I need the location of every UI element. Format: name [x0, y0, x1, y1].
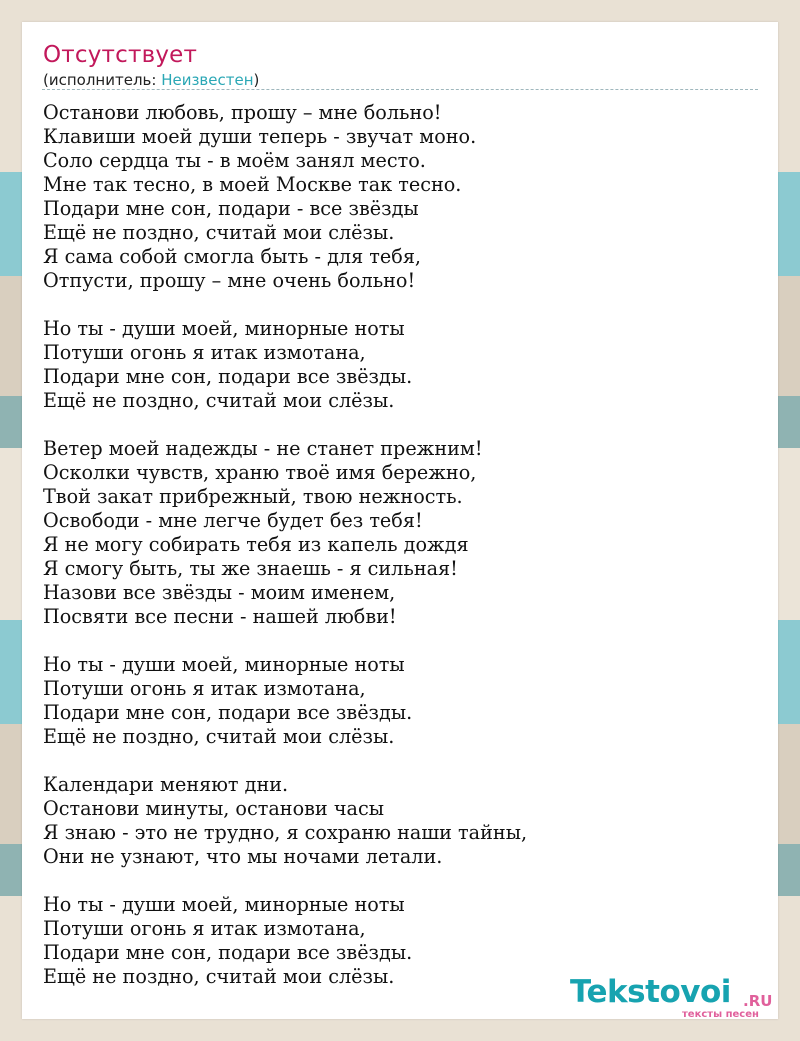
lyric-line: Освободи - мне легче будет без тебя!: [43, 509, 423, 532]
song-title: Отсутствует: [43, 42, 198, 68]
lyric-line: Я знаю - это не трудно, я сохраню наши тайны,: [43, 821, 528, 844]
lyric-line: Ещё не поздно, считай мои слёзы.: [43, 965, 395, 988]
lyric-line: Я сама собой смогла быть - для тебя,: [43, 245, 422, 268]
stanza-gap: [43, 749, 527, 773]
stanza-gap: [43, 413, 527, 437]
lyric-line: Подари мне сон, подари все звёзды.: [43, 365, 413, 388]
lyric-line: Останови любовь, прошу – мне больно!: [43, 101, 442, 124]
lyric-line: Подари мне сон, подари все звёзды.: [43, 701, 413, 724]
lyric-line: Ещё не поздно, считай мои слёзы.: [43, 389, 395, 412]
lyric-line: Подари мне сон, подари - все звёзды: [43, 197, 419, 220]
lyric-line: Я смогу быть, ты же знаешь - я сильная!: [43, 557, 458, 580]
logo-wordmark: Tekstovoi: [570, 974, 731, 1010]
lyric-line: Я не могу собирать тебя из капель дождя: [43, 533, 469, 556]
artist-line: [43, 71, 259, 89]
lyric-line: Потуши огонь я итак измотана,: [43, 341, 366, 364]
lyric-line: Они не узнают, что мы ночами летали.: [43, 845, 443, 868]
artist-link[interactable]: Неизвестен: [161, 71, 254, 89]
title-divider: [42, 89, 758, 90]
lyrics-text: [43, 101, 527, 989]
lyric-line: Отпусти, прошу – мне очень больно!: [43, 269, 416, 292]
lyric-line: Ветер моей надежды - не станет прежним!: [43, 437, 483, 460]
lyric-line: Но ты - души моей, минорные ноты: [43, 317, 405, 340]
lyric-line: Останови минуты, останови часы: [43, 797, 384, 820]
lyrics-card: [22, 22, 778, 1019]
lyric-line: Твой закат прибрежный, твою нежность.: [43, 485, 463, 508]
lyric-line: Мне так тесно, в моей Москве так тесно.: [43, 173, 462, 196]
lyric-line: Но ты - души моей, минорные ноты: [43, 653, 405, 676]
logo-tagline: тексты песен: [682, 1009, 759, 1020]
lyric-line: Потуши огонь я итак измотана,: [43, 677, 366, 700]
lyric-line: Назови все звёзды - моим именем,: [43, 581, 396, 604]
site-logo[interactable]: [570, 974, 780, 1024]
stanza-gap: [43, 629, 527, 653]
artist-suffix: ): [253, 71, 260, 89]
lyric-line: Потуши огонь я итак измотана,: [43, 917, 366, 940]
lyric-line: Ещё не поздно, считай мои слёзы.: [43, 725, 395, 748]
lyric-line: Клавиши моей души теперь - звучат моно.: [43, 125, 477, 148]
stanza-gap: [43, 293, 527, 317]
lyric-line: Ещё не поздно, считай мои слёзы.: [43, 221, 395, 244]
lyric-line: Соло сердца ты - в моём занял место.: [43, 149, 426, 172]
lyric-line: Календари меняют дни.: [43, 773, 289, 796]
logo-domain: .RU: [743, 992, 773, 1010]
lyric-line: Осколки чувств, храню твоё имя бережно,: [43, 461, 477, 484]
lyric-line: Но ты - души моей, минорные ноты: [43, 893, 405, 916]
lyric-line: Посвяти все песни - нашей любви!: [43, 605, 397, 628]
artist-prefix: (исполнитель:: [43, 71, 162, 89]
stanza-gap: [43, 869, 527, 893]
lyric-line: Подари мне сон, подари все звёзды.: [43, 941, 413, 964]
